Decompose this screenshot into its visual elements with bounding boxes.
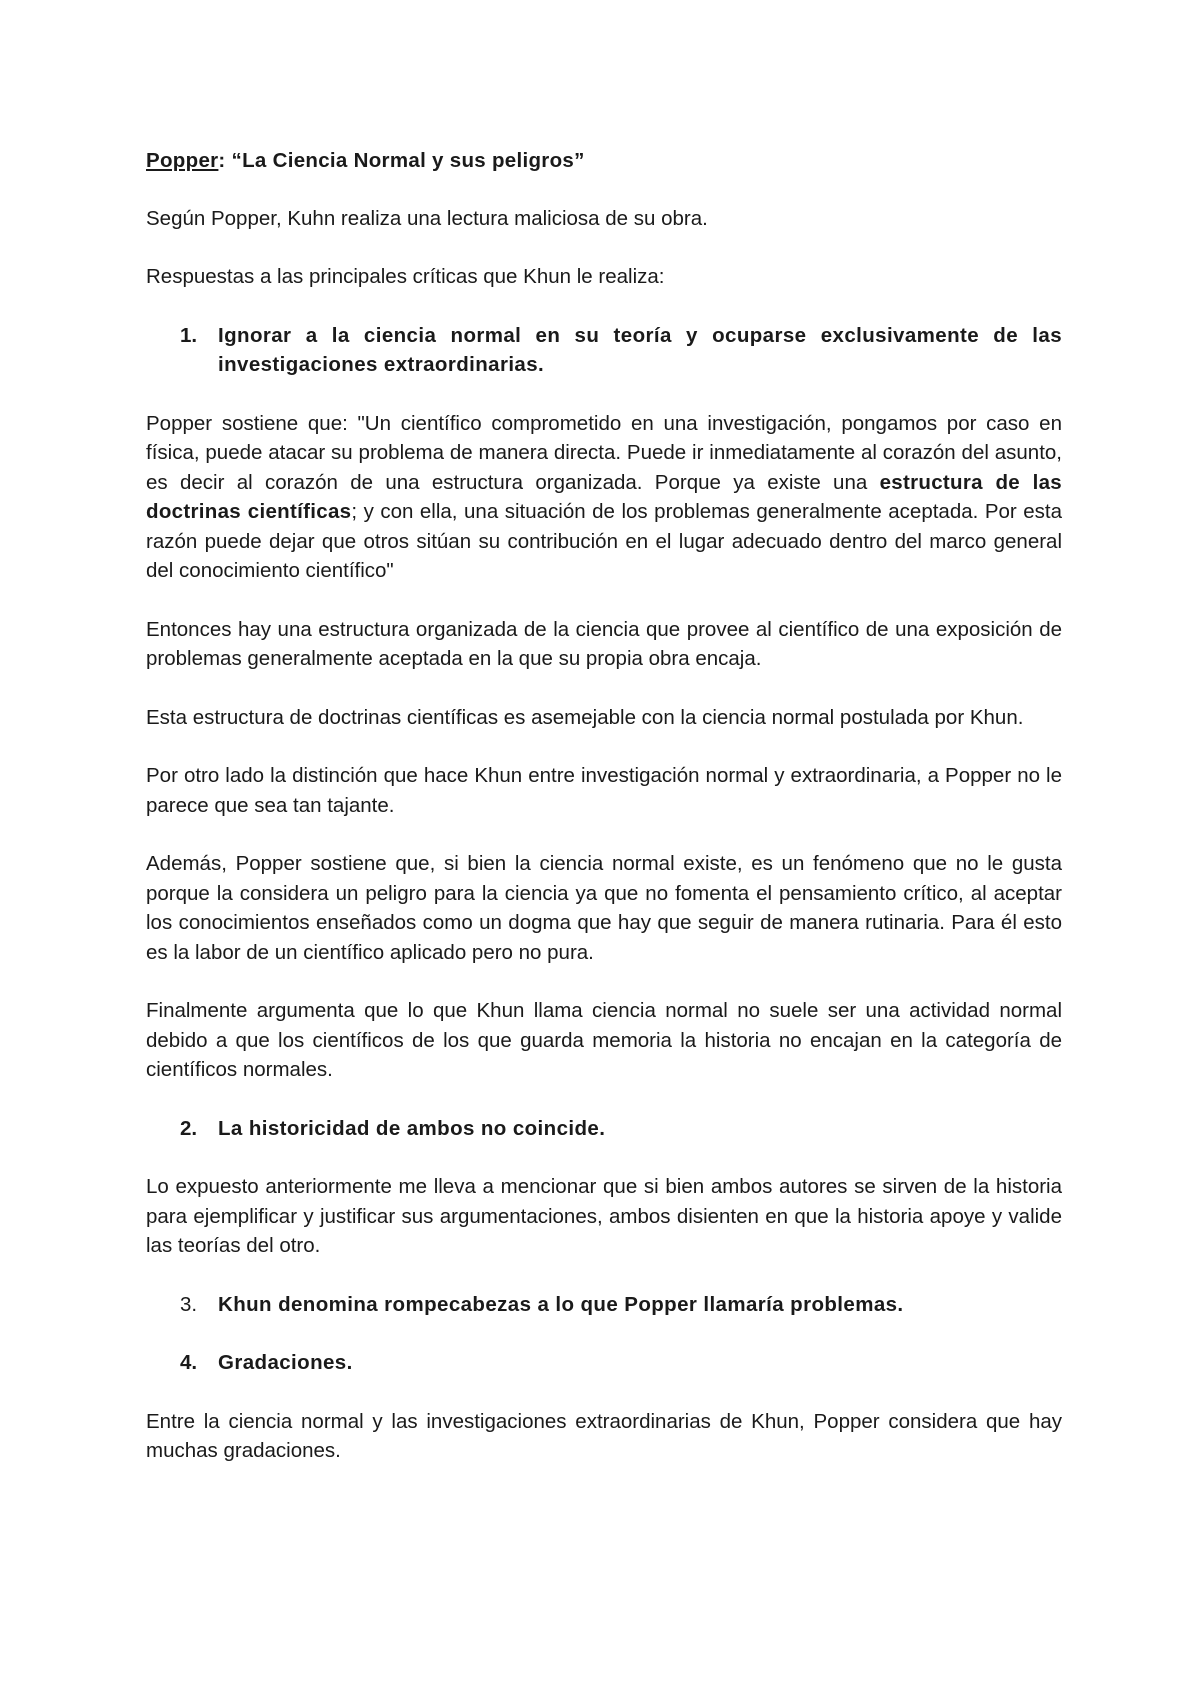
document-page	[146, 146, 1062, 1495]
list-item-number: 1.	[180, 323, 198, 347]
quote-emphasis: estructura de las doctrinas científicas	[146, 470, 1062, 523]
list-item	[146, 321, 1062, 380]
list-item-heading: Gradaciones.	[218, 1351, 353, 1374]
body-paragraph: Entre la ciencia normal y las investigaciones extraordinarias de Khun, Popper considera que hay muchas gradaciones.	[146, 1409, 1062, 1462]
list-item-number: 4.	[180, 1351, 198, 1374]
quote-text: ; y con ella, una situación de los problemas generalmente aceptada. Por esta razón puede dejar que otros sitúan su contribución en el lugar adecuado dentro del marco general del conocimiento científico"	[146, 500, 1062, 582]
body-paragraph	[146, 409, 1062, 586]
list-item-heading: Ignorar a la ciencia normal en su teoría y ocuparse exclusivamente de las investigaciones extraordinarias.	[218, 323, 1062, 376]
list-item-number: 3.	[180, 1292, 198, 1316]
list-item-heading: Khun denomina rompecabezas a lo que Popper llamaría problemas.	[218, 1292, 904, 1316]
title-subtitle: : “La Ciencia Normal y sus peligros”	[218, 149, 585, 172]
body-paragraph: Por otro lado la distinción que hace Khun entre investigación normal y extraordinaria, a Popper no le parece que sea tan tajante.	[146, 764, 1062, 817]
list-item	[146, 1348, 1062, 1378]
quote-text: Popper sostiene que: "Un científico comprometido en una investigación, pongamos por caso en física, puede atacar su problema de manera directa. Puede ir inmediatamente al corazón del asunto, es decir al corazón de una estructura organizada. Porque ya existe una	[146, 411, 1062, 494]
title-author: Popper	[146, 149, 219, 172]
document-title	[146, 146, 1062, 176]
intro-paragraph: Respuestas a las principales críticas que Khun le realiza:	[146, 265, 665, 288]
body-paragraph: Finalmente argumenta que lo que Khun llama ciencia normal no suele ser una actividad normal debido a que los científicos de los que guarda memoria la historia no encajan en la categoría de científicos normales.	[146, 999, 1062, 1081]
intro-paragraph: Según Popper, Kuhn realiza una lectura maliciosa de su obra.	[146, 206, 708, 230]
list-item	[146, 1114, 1062, 1144]
body-paragraph: Esta estructura de doctrinas científicas es asemejable con la ciencia normal postulada por Khun.	[146, 705, 1024, 729]
list-item	[146, 1290, 1062, 1320]
body-paragraph: Lo expuesto anteriormente me lleva a mencionar que si bien ambos autores se sirven de la historia para ejemplificar y justificar sus argumentaciones, ambos disienten en que la historia apoye y valide las teorías del otro.	[146, 1175, 1062, 1257]
body-paragraph: Además, Popper sostiene que, si bien la ciencia normal existe, es un fenómeno que no le gusta porque la considera un peligro para la ciencia ya que no fomenta el pensamiento crítico, al aceptar los conocimientos enseñados como un dogma que hay que seguir de manera rutinaria. Para él esto es la labor de un científico aplicado pero no pura.	[146, 852, 1062, 964]
list-item-heading: La historicidad de ambos no coincide.	[218, 1116, 606, 1140]
list-item-number: 2.	[180, 1116, 198, 1140]
body-paragraph: Entonces hay una estructura organizada de la ciencia que provee al científico de una exposición de problemas generalmente aceptada en la que su propia obra encaja.	[146, 617, 1062, 670]
